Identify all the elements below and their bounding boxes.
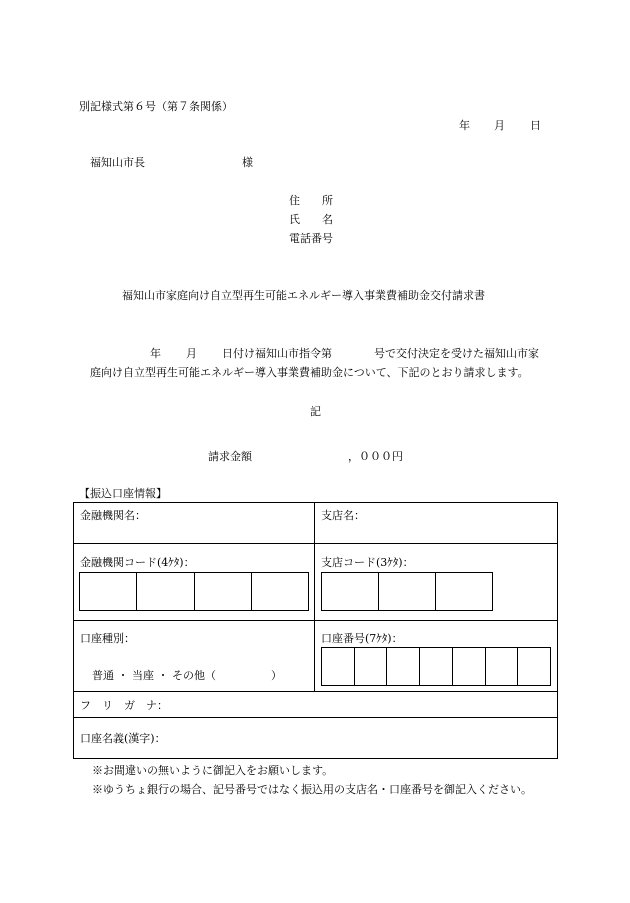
account-number-digit[interactable] [386,648,419,685]
bank-code-digit[interactable] [194,573,251,610]
note-2: ※ゆうちょ銀行の場合、記号番号ではなく振込用の支店名・口座番号を御記入ください。 [92,783,532,796]
bank-code-label: 金融機関コード(4ｹﾀ)： [80,556,195,569]
bank-code-digit[interactable] [136,573,193,610]
body-month: 月 [186,347,197,360]
name-label: 氏 名 [289,213,333,226]
bank-section-heading: 【振込口座情報】 [79,487,167,500]
bank-name-label: 金融機関名： [80,509,146,522]
account-number-boxes [321,647,551,686]
form-number: 別記様式第６号（第７条関係） [79,100,233,113]
address-label: 住 所 [289,194,333,207]
furigana-label: フ リ ガ ナ： [80,699,168,712]
addressee: 福知山市長 [90,156,145,169]
phone-label: 電話番号 [289,232,333,245]
branch-code-digit[interactable] [378,573,435,610]
row-divider-2 [73,620,558,621]
body-end: 号で交付決定を受けた福知山市家 [374,347,539,360]
date-year: 年 [459,119,470,132]
branch-code-label: 支店コード(3ｹﾀ)： [321,556,414,569]
note-1: ※お間違いの無いように御記入をお願いします。 [92,764,334,777]
ki-heading: 記 [310,405,321,418]
bank-code-digit[interactable] [251,573,308,610]
bank-info-table [73,502,558,759]
account-number-digit[interactable] [322,648,354,685]
account-type-label: 口座種別： [80,632,135,645]
column-divider [314,502,315,691]
row-divider-1 [73,543,558,544]
account-number-digit[interactable] [485,648,518,685]
branch-code-digit[interactable] [435,573,492,610]
body-mid: 日付け福知山市指令第 [222,347,332,360]
account-type-options[interactable]: 普通 ・ 当座 ・ その他（ ） [92,669,282,682]
branch-name-label: 支店名： [321,509,365,522]
row-divider-3 [73,691,558,692]
branch-code-boxes [321,572,493,611]
account-number-digit[interactable] [354,648,387,685]
amount-suffix: ，０００円 [348,450,403,463]
account-number-digit[interactable] [452,648,485,685]
body-year: 年 [150,347,161,360]
date-day: 日 [530,119,541,132]
account-number-label: 口座番号(7ｹﾀ)： [321,632,403,645]
holder-name-label: 口座名義(漢字)： [80,732,166,745]
branch-code-digit[interactable] [322,573,378,610]
row-divider-4 [73,717,558,718]
bank-code-digit[interactable] [80,573,136,610]
date-month: 月 [494,119,505,132]
body-line2: 庭向け自立型再生可能エネルギー導入事業費補助金について、下記のとおり請求します。 [90,366,529,379]
account-number-digit[interactable] [419,648,452,685]
amount-label: 請求金額 [208,450,252,463]
bank-code-boxes [79,572,309,611]
honorific: 様 [242,156,253,169]
document-title: 福知山市家庭向け自立型再生可能エネルギー導入事業費補助金交付請求書 [122,289,485,302]
account-number-digit[interactable] [517,648,550,685]
